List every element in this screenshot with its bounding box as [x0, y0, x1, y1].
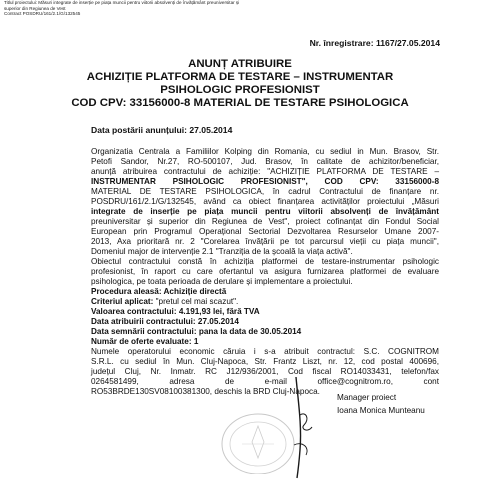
paragraph-line: profesionist, în raport cu care ofertantul va asigura furnizarea platformei de evaluare: [91, 267, 439, 276]
stamp-icon: [218, 404, 298, 474]
project-header: [4, 0, 304, 17]
signature-role: Manager proiect: [337, 393, 397, 402]
header-line-2: superior din Regiunea de Vest: [4, 5, 66, 11]
paragraph-line: Organizatia Centrala a Familiilor Kolping din Romania, cu sediul in Mun. Brasov, Str.: [91, 147, 439, 156]
paragraph-line: Numele operatorului economic căruia i s-a atribuit contractul: S.C. COGNITROM: [91, 347, 439, 356]
award-date: Data atribuirii contractului: 27.05.2014: [91, 317, 239, 326]
paragraph-line: județul Cluj, Nr. Inmatr. RC J12/936/2001, Cod fiscal RO14033431, telefon/fax: [91, 367, 439, 376]
paragraph-line: POSDRU/161/2.1/G/132545, având ca obiect finanțarea activităților proiectului „Măsuri: [91, 197, 439, 206]
signature-name: Ioana Monica Munteanu: [337, 406, 425, 415]
announcement-title: [0, 58, 480, 110]
paragraph-line: integrate de inserție pe piața muncii pentru viitorii absolvenți de învățământ: [91, 207, 439, 216]
paragraph-line: Petofi Sandor, Nr.27, RO-500107, Jud. Brasov, în calitate de achizitor/beneficiar,: [91, 157, 439, 166]
header-line-3: Contract POSDRU/161/2.1/G/132545: [4, 11, 81, 17]
paragraph-line: INSTRUMENTAR PSIHOLOGIC PROFESIONIST", COD CPV: 33156000-8: [91, 177, 439, 186]
paragraph-1: [91, 147, 439, 397]
paragraph-line: RO53BRDE130SV08100381300, deschis la BRD Cluj-Napoca.: [91, 387, 320, 396]
paragraph-line: MATERIAL DE TESTARE PSIHOLOGICA, în cadrul Contractului de finanțare nr.: [91, 187, 439, 196]
paragraph-line: Domeniul major de intervenție 2.1 "Tranziția de la școală la viața activă".: [91, 247, 353, 256]
paragraph-line: S.R.L. cu sediul în Mun. Cluj-Napoca, Str. Frantz Liszt, nr. 12, cod postal 400696,: [91, 357, 439, 366]
title-line-4: COD CPV: 33156000-8 MATERIAL DE TESTARE PSIHOLOGICA: [71, 97, 409, 109]
paragraph-line: European prin Programul Operațional Sectorial Dezvoltarea Resurselor Umane 2007-: [91, 227, 439, 236]
paragraph-line: psihologica, pe toata perioada de derulare și implementare a proiectului.: [91, 277, 353, 286]
paragraph-line: Obiectul contractului constă în achiziția platformei de testare-instrumentar psihologic: [91, 257, 439, 266]
sign-date: Data semnării contractului: pana la data de 30.05.2014: [91, 327, 302, 336]
signature-icon: [288, 375, 348, 480]
paragraph-line: 2013, Axa prioritară nr. 2 "Corelarea învățării pe tot parcursul vieții cu piața muncii",: [91, 237, 439, 246]
publication-date: Data postării anunțului: 27.05.2014: [91, 125, 233, 135]
criterion: [91, 297, 439, 307]
header-line-1: Titlul proiectului: Măsuri integrate de inserție pe piața muncii pentru viitorii absolvenți de învățământ preuniversitar și: [4, 0, 240, 5]
criterion-value: "pretul cel mai scazut".: [153, 297, 239, 306]
contract-value: Valoarea contractului: 4.191,93 lei, fără TVA: [91, 307, 260, 316]
title-line-2: ACHIZIȚIE PLATFORMA DE TESTARE – INSTRUMENTAR: [86, 71, 394, 83]
registration-number: Nr. înregistrare: 1167/27.05.2014: [309, 38, 440, 48]
paragraph-line: anunță atribuirea contractului de achiziție: "ACHIZIȚIE PLATFORMA DE TESTARE –: [91, 167, 439, 176]
paragraph-line: preuniversitar și superior din Regiunea de Vest", proiect cofinanțat din Fondul Social: [91, 217, 439, 226]
paragraph-line: 0264581499, adresa de e-mail office@cognitrom.ro, cont: [91, 377, 439, 386]
title-line-1: ANUNȚ ATRIBUIRE: [188, 58, 292, 70]
criterion-label: Criteriul aplicat:: [91, 297, 154, 306]
procedure: Procedura aleasă: Achiziție directă: [91, 287, 227, 296]
title-line-3: PSIHOLOGIC PROFESIONIST: [160, 84, 320, 96]
offers-count: Număr de oferte evaluate: 1: [91, 337, 199, 346]
